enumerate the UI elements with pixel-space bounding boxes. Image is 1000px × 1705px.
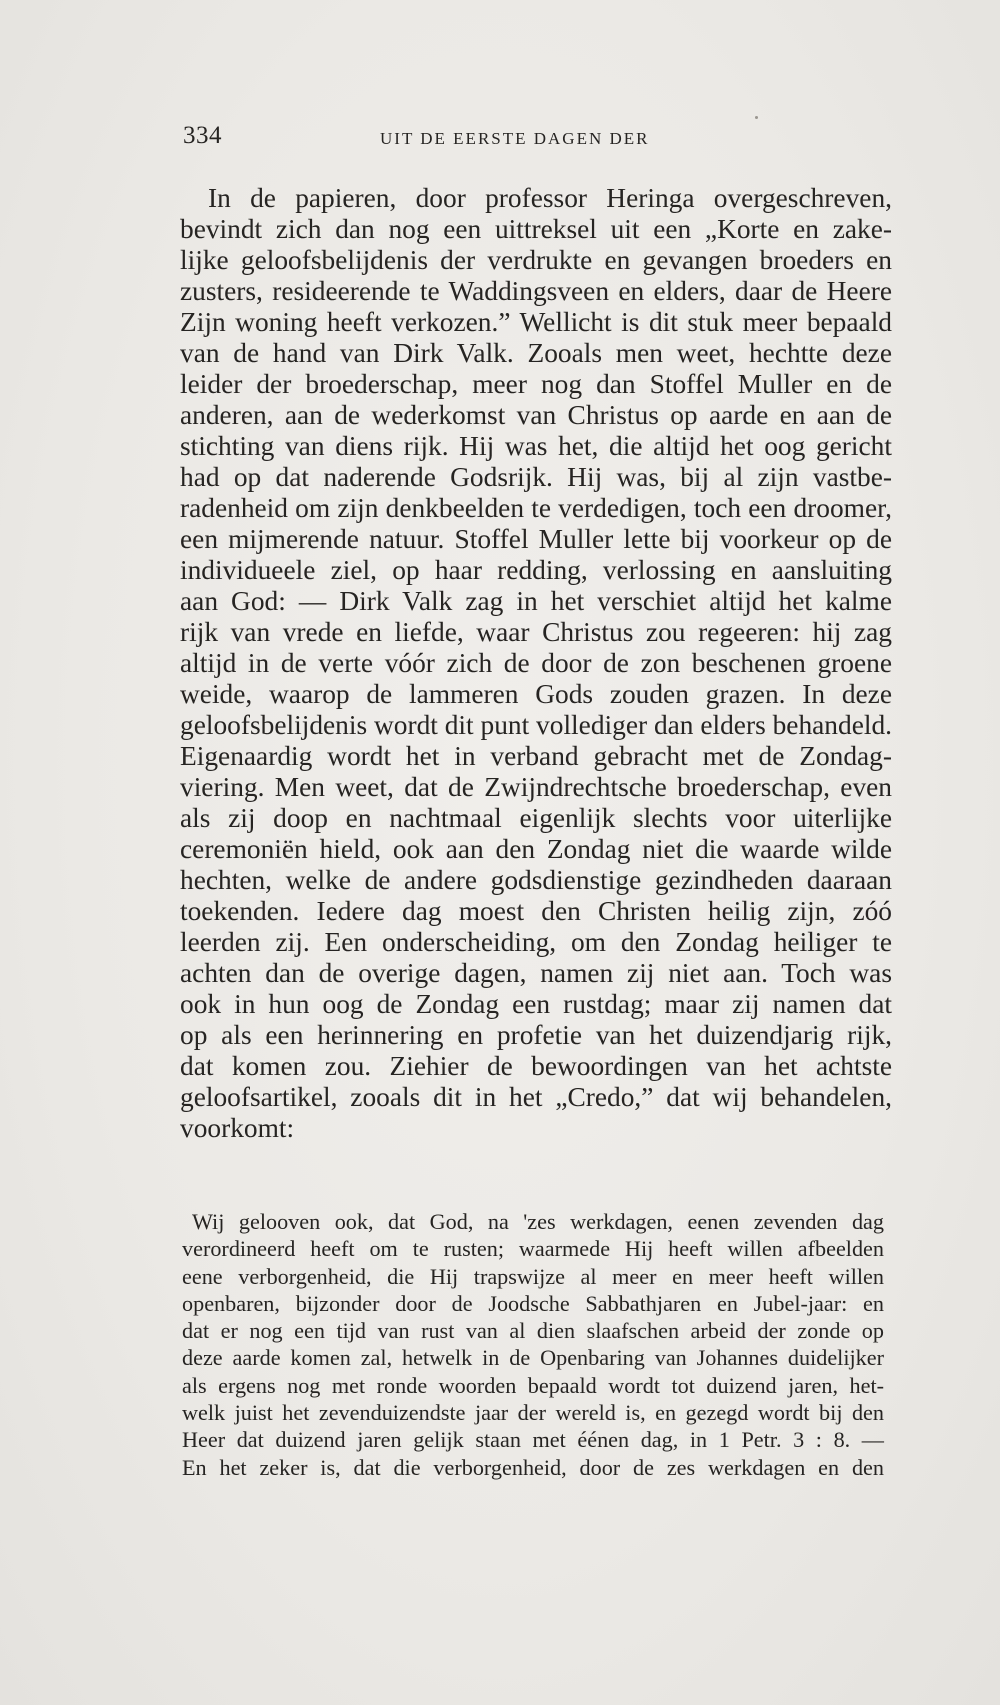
- body-line: rijk van vrede en liefde, waar Christus zou regeeren: hij zag: [180, 617, 892, 647]
- quote-line: verordineerd heeft om te rusten; waarmede Hij heeft willen afbeelden: [182, 1236, 884, 1262]
- quote-line: dat er nog een tijd van rust van al dien slaafschen arbeid der zonde op: [182, 1318, 884, 1344]
- body-line: anderen, aan de wederkomst van Christus op aarde en aan de: [180, 400, 892, 430]
- quote-line: Heer dat duizend jaren gelijk staan met éénen dag, in 1 Petr. 3 : 8. —: [182, 1427, 884, 1453]
- body-line: toekenden. Iedere dag moest den Christen heilig zijn, zóó: [180, 896, 892, 926]
- body-line: zusters, resideerende te Waddingsveen en elders, daar de Heere: [180, 276, 892, 306]
- quote-line: eene verborgenheid, die Hij trapswijze al meer en meer heeft willen: [182, 1263, 884, 1289]
- body-line: op als een herinnering en profetie van het duizendjarig rijk,: [180, 1020, 892, 1050]
- body-line: geloofsbelijdenis wordt dit punt vollediger dan elders behandeld.: [180, 710, 892, 740]
- body-line: achten dan de overige dagen, namen zij niet aan. Toch was: [180, 958, 892, 988]
- body-line: voorkomt:: [180, 1113, 295, 1143]
- body-line: als zij doop en nachtmaal eigenlijk slechts voor uiterlijke: [180, 803, 892, 833]
- quote-line: welk juist het zevenduizendste jaar der wereld is, en gezegd wordt bij den: [182, 1400, 884, 1426]
- page-number: 334: [183, 122, 222, 149]
- body-line: radenheid om zijn denkbeelden te verdedigen, toch een droomer,: [180, 493, 892, 523]
- body-line: leider der broederschap, meer nog dan Stoffel Muller en de: [180, 369, 892, 399]
- body-line: een mijmerende natuur. Stoffel Muller lette bij voorkeur op de: [180, 524, 892, 554]
- quote-line: als ergens nog met ronde woorden bepaald wordt tot duizend jaren, het-: [182, 1372, 884, 1398]
- paper-speck: [755, 116, 758, 119]
- body-line: dat komen zou. Ziehier de bewoordingen van het achtste: [180, 1051, 892, 1081]
- quote-line: deze aarde komen zal, hetwelk in de Openbaring van Johannes duidelijker: [182, 1345, 884, 1371]
- body-line: aan God: — Dirk Valk zag in het verschiet altijd het kalme: [180, 586, 892, 616]
- body-line: lijke geloofsbelijdenis der verdrukte en gevangen broeders en: [180, 245, 892, 275]
- quote-line: Wij gelooven ook, dat God, na 'zes werkdagen, eenen zevenden dag: [192, 1209, 884, 1234]
- body-line: stichting van diens rijk. Hij was het, die altijd het oog gericht: [180, 431, 892, 461]
- body-line: Eigenaardig wordt het in verband gebracht met de Zondag-: [180, 741, 892, 771]
- body-line: ceremoniën hield, ook aan den Zondag niet die waarde wilde: [180, 834, 892, 864]
- body-line: viering. Men weet, dat de Zwijndrechtsche broederschap, even: [180, 772, 892, 802]
- body-line: Zijn woning heeft verkozen.” Wellicht is dit stuk meer bepaald: [180, 307, 892, 337]
- quote-line: En het zeker is, dat die verborgenheid, door de zes werkdagen en den: [182, 1454, 884, 1480]
- body-line: geloofsartikel, zooals dit in het „Credo,” dat wij behandelen,: [180, 1082, 892, 1112]
- body-paragraph: [180, 183, 892, 1144]
- running-head: UIT DE EERSTE DAGEN DER: [380, 129, 650, 148]
- body-line: van de hand van Dirk Valk. Zooals men weet, hechtte deze: [180, 338, 892, 368]
- quote-line: openbaren, bijzonder door de Joodsche Sabbathjaren en Jubel-jaar: en: [182, 1290, 884, 1316]
- body-line: leerden zij. Een onderscheiding, om den Zondag heiliger te: [180, 927, 892, 957]
- body-line: bevindt zich dan nog een uittreksel uit een „Korte en zake-: [180, 214, 892, 244]
- body-line: weide, waarop de lammeren Gods zouden grazen. In deze: [180, 679, 892, 709]
- body-line: altijd in de verte vóór zich de door de zon beschenen groene: [180, 648, 892, 678]
- body-line: hechten, welke de andere godsdienstige gezindheden daaraan: [180, 865, 892, 895]
- body-line: had op dat naderende Godsrijk. Hij was, bij al zijn vastbe-: [180, 462, 892, 492]
- body-line: ook in hun oog de Zondag een rustdag; maar zij namen dat: [180, 989, 892, 1019]
- body-line: individueele ziel, op haar redding, verlossing en aansluiting: [180, 555, 892, 585]
- body-line: In de papieren, door professor Heringa overgeschreven,: [208, 183, 892, 213]
- quoted-article: [182, 1208, 884, 1481]
